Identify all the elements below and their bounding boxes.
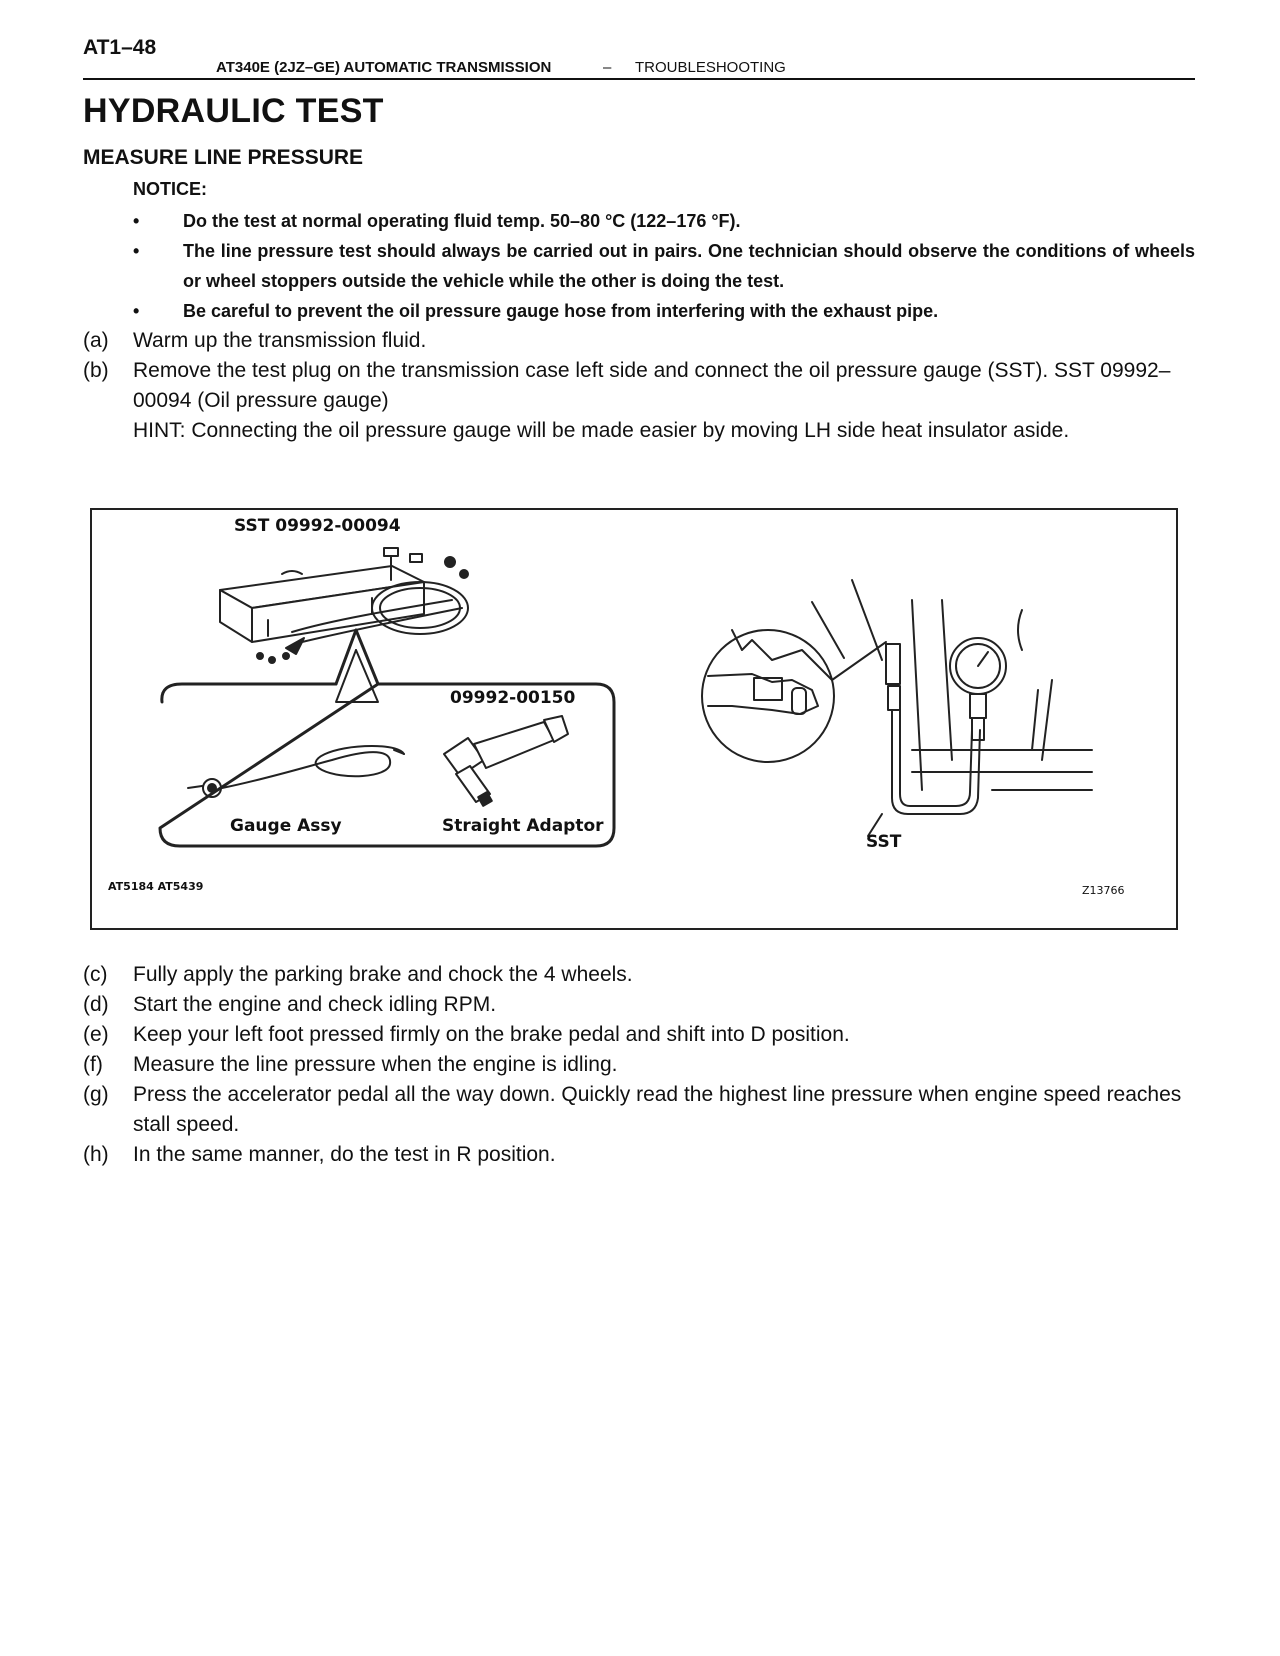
section-title: MEASURE LINE PRESSURE [83, 146, 364, 169]
figure-ref-left: AT5184 AT5439 [108, 880, 204, 893]
step-text: Remove the test plug on the transmission case left side and connect the oil pressure gauge (SST). SST 09992–00094 (Oil pressure gauge) [133, 359, 1171, 412]
straight-adaptor-drawing [444, 716, 568, 806]
step-text: Press the accelerator pedal all the way down. Quickly read the highest line pressure when engine speed reaches stall speed. [133, 1083, 1182, 1136]
step-label: (d) [83, 993, 109, 1016]
notice-text: Be careful to prevent the oil pressure gauge hose from interfering with the exhaust pipe. [183, 301, 939, 321]
bullet-mark: • [133, 301, 140, 321]
step-label: (a) [83, 329, 109, 352]
illustration-frame [90, 508, 1178, 930]
installation-drawing [702, 580, 1092, 836]
notice-text: The line pressure test should always be carried out in pairs. One technician should observe the conditions of wheels or wheel stoppers outside the vehicle while the other is doing the test. [183, 241, 1195, 291]
step-label: (g) [83, 1083, 109, 1106]
sst-callout-label: SST [866, 832, 902, 852]
page-title: HYDRAULIC TEST [83, 92, 384, 130]
notice-label: NOTICE: [133, 179, 207, 199]
header-separator: – [603, 59, 612, 76]
step-label: (b) [83, 359, 109, 382]
bullet-mark: • [133, 241, 140, 261]
step-label: (f) [83, 1053, 103, 1076]
header-rule [83, 78, 1195, 80]
sst-illustration [92, 510, 1176, 928]
step-text: Fully apply the parking brake and chock the 4 wheels. [133, 963, 633, 986]
step-label: (h) [83, 1143, 109, 1166]
notice-text: Do the test at normal operating fluid temp. 50–80 °C (122–176 °F). [183, 211, 741, 231]
step-label: (e) [83, 1023, 109, 1046]
bullet-mark: • [133, 211, 140, 231]
gauge-assy-drawing [188, 746, 404, 797]
step-text: Keep your left foot pressed firmly on the brake pedal and shift into D position. [133, 1023, 850, 1046]
straight-adaptor-label: Straight Adaptor [442, 816, 604, 836]
page-id: AT1–48 [83, 36, 157, 59]
header-section: TROUBLESHOOTING [635, 59, 786, 76]
header-title: AT340E (2JZ–GE) AUTOMATIC TRANSMISSION [216, 59, 552, 76]
gauge-assy-label: Gauge Assy [230, 816, 342, 836]
adaptor-part-label: 09992-00150 [450, 688, 576, 708]
figure-ref-right: Z13766 [1082, 884, 1125, 897]
step-label: (c) [83, 963, 108, 986]
sst-kit-label: SST 09992-00094 [234, 516, 401, 536]
step-text: Warm up the transmission fluid. [133, 329, 427, 352]
step-text: Measure the line pressure when the engine is idling. [133, 1053, 618, 1076]
hint-text: HINT: Connecting the oil pressure gauge will be made easier by moving LH side heat insulator aside. [133, 419, 1070, 442]
step-text: In the same manner, do the test in R position. [133, 1143, 556, 1166]
step-text: Start the engine and check idling RPM. [133, 993, 497, 1016]
